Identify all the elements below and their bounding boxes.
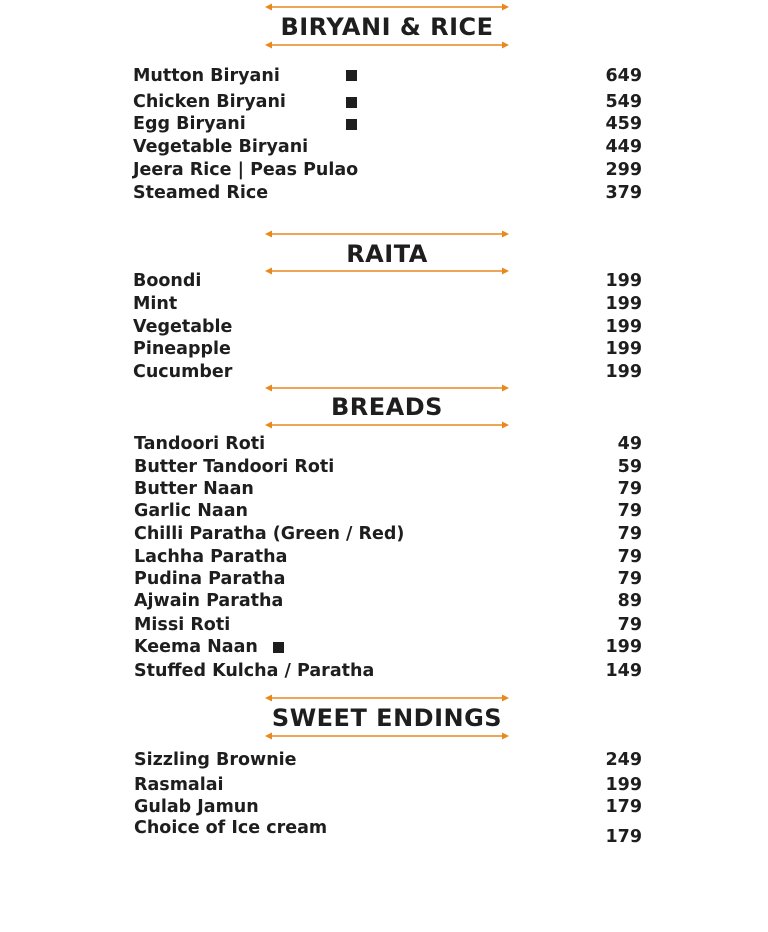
non-veg-marker-icon [346, 119, 357, 130]
menu-item-name: Chicken Biryani [133, 92, 286, 112]
menu-item-price: 179 [605, 827, 642, 847]
menu-item-name: Butter Tandoori Roti [134, 457, 335, 477]
menu-item-name: Sizzling Brownie [134, 750, 297, 770]
menu-item-name: Rasmalai [134, 775, 224, 795]
menu-item-price: 549 [605, 92, 642, 112]
menu-item-price: 249 [605, 750, 642, 770]
menu-item-price: 199 [605, 637, 642, 657]
menu-item-price: 459 [605, 114, 642, 134]
section-title-breads: BREADS [331, 393, 443, 421]
heading-rule [265, 694, 509, 702]
heading-rule [265, 384, 509, 392]
menu-item-name: Cucumber [133, 362, 233, 382]
menu-item-name: Mint [133, 294, 178, 314]
menu-item-price: 199 [605, 317, 642, 337]
menu-item-price: 79 [617, 615, 642, 635]
menu-item-price: 89 [617, 591, 642, 611]
menu-item-price: 79 [617, 524, 642, 544]
menu-item-price: 199 [605, 775, 642, 795]
menu-item-price: 199 [605, 339, 642, 359]
menu-item-name: Ajwain Paratha [134, 591, 284, 611]
menu-item-name: Chilli Paratha (Green / Red) [134, 524, 405, 544]
menu-item-price: 179 [605, 797, 642, 817]
menu-item-name: Choice of Ice cream [134, 818, 328, 838]
menu-item-name: Stuffed Kulcha / Paratha [134, 661, 375, 681]
menu-item-name: Tandoori Roti [134, 434, 266, 454]
heading-rule [265, 421, 509, 429]
menu-item-price: 79 [617, 569, 642, 589]
non-veg-marker-icon [346, 70, 357, 81]
heading-rule [265, 3, 509, 11]
menu-item-name: Mutton Biryani [133, 66, 280, 86]
menu-item-name: Pineapple [133, 339, 231, 359]
section-title-biryani: BIRYANI & RICE [280, 13, 494, 41]
menu-item-price: 199 [605, 362, 642, 382]
section-title-sweets: SWEET ENDINGS [271, 704, 503, 732]
section-title-raita: RAITA [346, 240, 428, 268]
heading-rule [265, 732, 509, 740]
menu-item-name: Gulab Jamun [134, 797, 259, 817]
heading-rule [265, 41, 509, 49]
menu-item-price: 299 [605, 160, 642, 180]
menu-item-name: Steamed Rice [133, 183, 269, 203]
menu-item-price: 79 [617, 479, 642, 499]
heading-rule [265, 230, 509, 238]
menu-item-price: 149 [605, 661, 642, 681]
menu-item-name: Missi Roti [134, 615, 231, 635]
menu-item-name: Vegetable Biryani [133, 137, 309, 157]
menu-item-price: 199 [605, 271, 642, 291]
menu-item-price: 59 [617, 457, 642, 477]
menu-item-price: 49 [617, 434, 642, 454]
menu-item-name: Lachha Paratha [134, 547, 288, 567]
menu-item-name: Butter Naan [134, 479, 254, 499]
menu-item-name: Boondi [133, 271, 202, 291]
menu-item-name: Vegetable [133, 317, 233, 337]
menu-item-name: Keema Naan [134, 637, 258, 657]
non-veg-marker-icon [346, 97, 357, 108]
non-veg-marker-icon [273, 642, 284, 653]
menu-item-name: Pudina Paratha [134, 569, 286, 589]
menu-item-price: 449 [605, 137, 642, 157]
menu-item-name: Egg Biryani [133, 114, 246, 134]
heading-rule [265, 267, 509, 275]
menu-item-name: Garlic Naan [134, 501, 248, 521]
menu-item-price: 79 [617, 501, 642, 521]
menu-item-price: 379 [605, 183, 642, 203]
menu-item-price: 649 [605, 66, 642, 86]
menu-item-price: 199 [605, 294, 642, 314]
menu-item-price: 79 [617, 547, 642, 567]
menu-item-name: Jeera Rice | Peas Pulao [133, 160, 359, 180]
